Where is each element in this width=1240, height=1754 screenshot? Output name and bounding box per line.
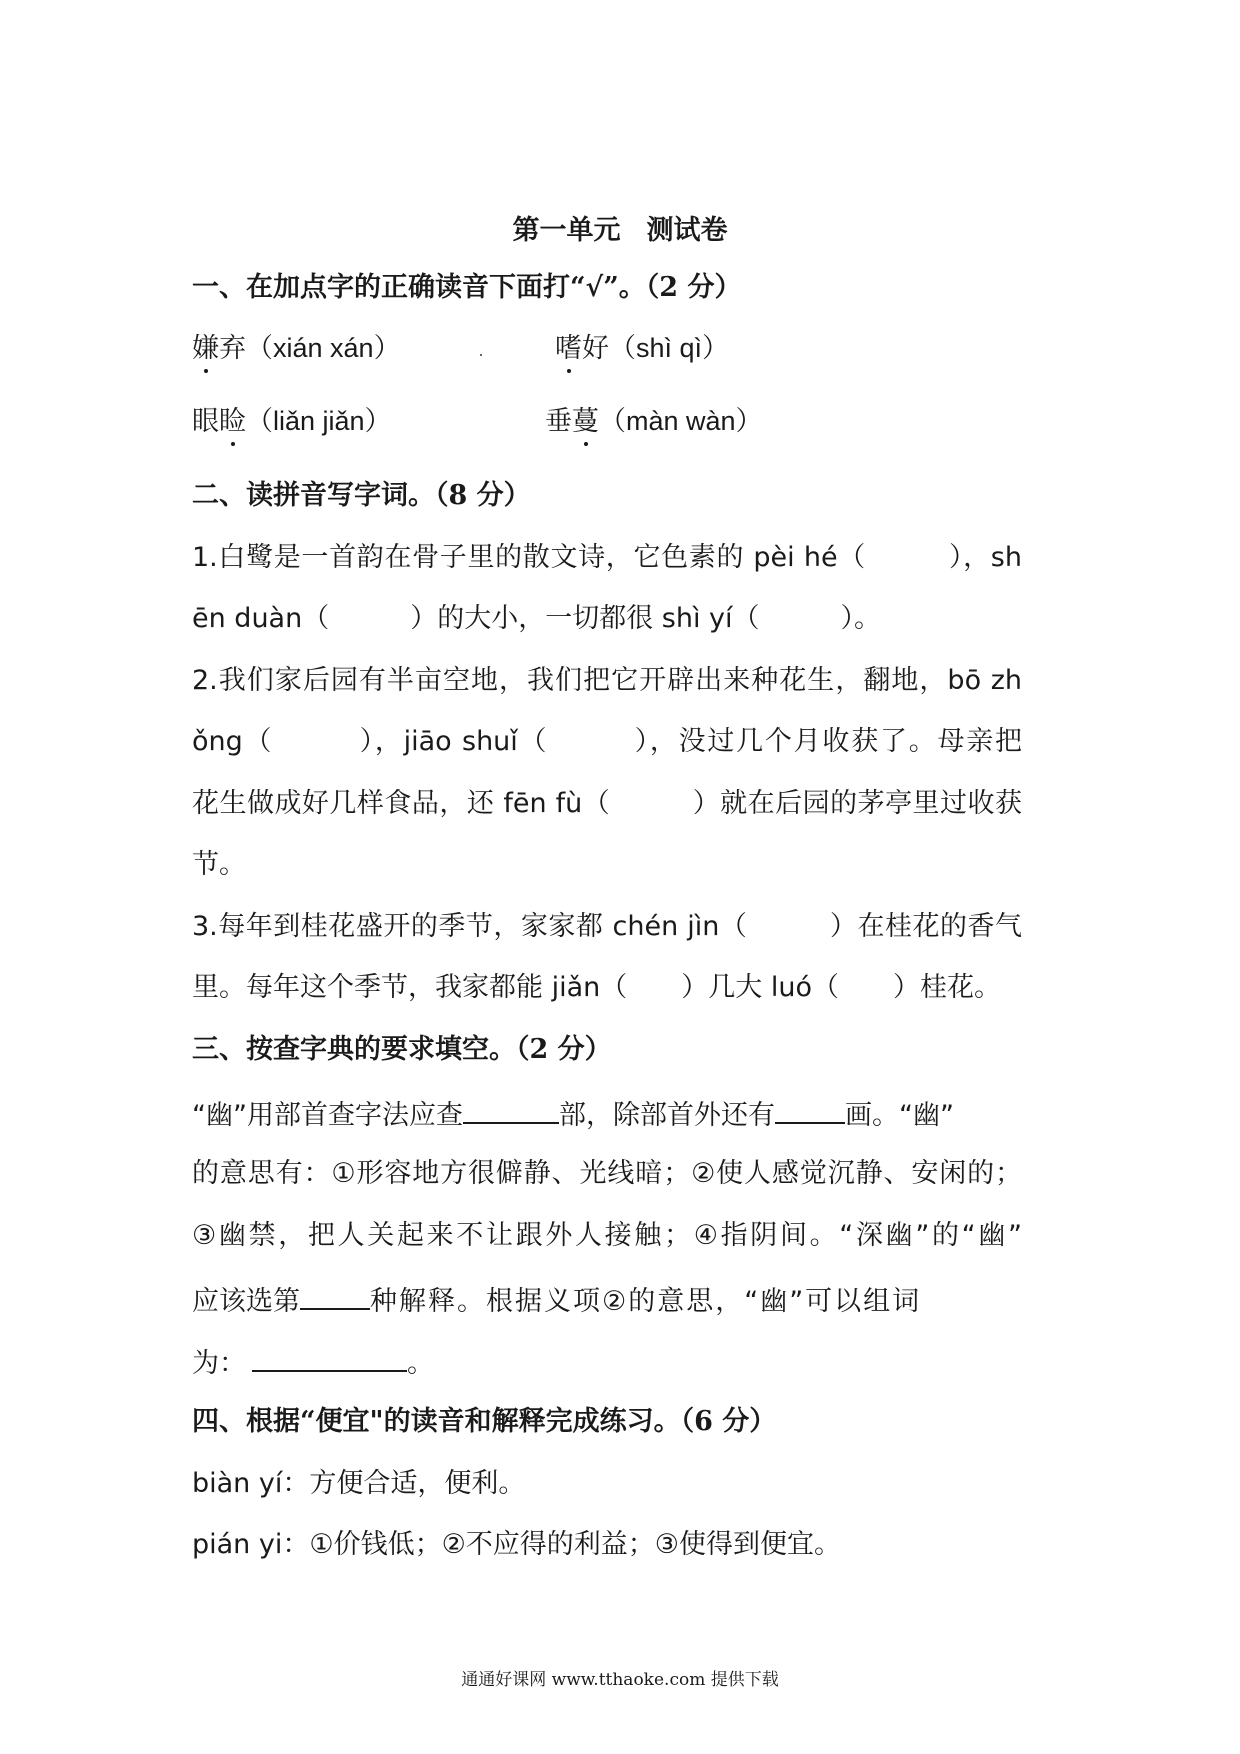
- title-unit: 第一单元: [512, 215, 621, 246]
- q3-line-2: 的意思有：①形容地方很僻静、光线暗；②使人感觉沉静、安闲的；: [192, 1158, 1022, 1189]
- q2-line-2: ēn duàn（ ）的大小，一切都很 shì yí（ ）。: [192, 603, 882, 634]
- title-test: 测试卷: [646, 215, 728, 246]
- q4-line-1: biàn yí：方便合适，便利。: [192, 1468, 526, 1499]
- q1-item-2: 嗜好（shì qì）: [555, 330, 729, 367]
- q3-line-5: 为： 。: [192, 1342, 1022, 1382]
- q1-item-1: 嫌弃（xián xán）: [192, 330, 401, 367]
- q2-line-5: 花生做成好几样食品，还 fēn fù（ ）就在后园的茅亭里过收获: [192, 788, 1022, 819]
- q2-line-6: 节。: [192, 849, 246, 880]
- q2-heading: 二、读拼音写字词。（8 分）: [192, 480, 531, 511]
- footer-credit: 通通好课网 www.tthaoke.com 提供下载: [461, 1670, 779, 1690]
- q2-line-7: 3.每年到桂花盛开的季节，家家都 chén jìn（ ）在桂花的香气: [192, 911, 1022, 942]
- q3-line-3: ③幽禁，把人关起来不让跟外人接触；④指阴间。“深幽”的“幽”: [192, 1220, 1022, 1251]
- q3-line-4: 应该选第 种解释。根据义项②的意思，“幽”可以组词: [192, 1280, 1022, 1320]
- q4-line-2: pián yi：①价钱低；②不应得的利益；③使得到便宜。: [192, 1529, 841, 1560]
- q3-line-1: “幽”用部首查字法应查 部，除部首外还有 画。“幽”: [192, 1094, 1022, 1134]
- q2-line-4: ǒng（ ），jiāo shuǐ（ ），没过几个月收获了。母亲把: [192, 726, 1022, 757]
- page-title: [0, 208, 1240, 247]
- answer-blank-meaning[interactable]: [300, 1280, 370, 1310]
- q1-item-3: 眼睑（liǎn jiǎn）: [192, 403, 392, 440]
- q2-line-1: 1.白鹭是一首韵在骨子里的散文诗，它色素的 pèi hé（ ），sh: [192, 542, 1022, 573]
- q1-item-4: 垂蔓（màn wàn）: [545, 403, 763, 440]
- q2-line-8: 里。每年这个季节，我家都能 jiǎn（ ）几大 luó（ ）桂花。: [192, 972, 1001, 1003]
- answer-blank-strokes[interactable]: [775, 1094, 845, 1124]
- q3-heading: 三、按查字典的要求填空。（2 分）: [192, 1034, 612, 1065]
- q1-heading: 一、在加点字的正确读音下面打“√”。（2 分）: [192, 272, 742, 303]
- q2-line-3: 2.我们家后园有半亩空地，我们把它开辟出来种花生，翻地，bō zh: [192, 665, 1022, 696]
- scan-speck: [480, 354, 482, 356]
- answer-blank-word[interactable]: [252, 1342, 407, 1372]
- q4-heading: 四、根据“便宜"的读音和解释完成练习。（6 分）: [192, 1406, 777, 1437]
- answer-blank-radical[interactable]: [463, 1094, 559, 1124]
